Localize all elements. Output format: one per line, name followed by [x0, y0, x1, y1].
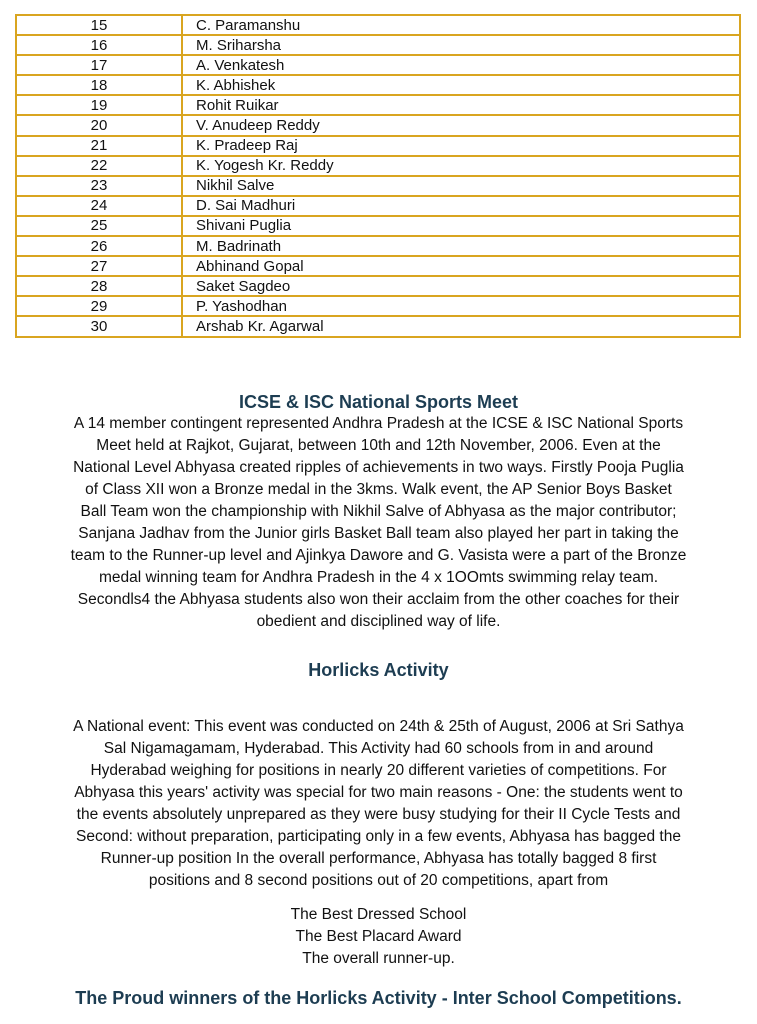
paragraph-line: positions and 8 second positions out of 20 competitions, apart from: [148, 872, 609, 889]
roster-name-cell: K. Abhishek: [182, 75, 740, 95]
paragraph-line: obedient and disciplined way of life.: [256, 613, 501, 630]
roster-name-cell: Arshab Kr. Agarwal: [182, 316, 740, 336]
roster-number-cell: 18: [16, 75, 182, 95]
paragraph-line: A 14 member contingent represented Andhra Pradesh at the ICSE & ISC National Sports: [73, 415, 684, 432]
roster-number-cell: 29: [16, 296, 182, 316]
paragraph-line: Sal Nigamagamam, Hyderabad. This Activity had 60 schools from in and around: [103, 740, 654, 757]
student-roster-table: [15, 14, 741, 338]
roster-number-cell: 20: [16, 115, 182, 135]
paragraph-line: of Class XII won a Bronze medal in the 3kms. Walk event, the AP Senior Boys Basket: [85, 481, 672, 498]
roster-name-cell: V. Anudeep Reddy: [182, 115, 740, 135]
roster-row: [16, 316, 740, 336]
roster-row: [16, 236, 740, 256]
roster-row: [16, 35, 740, 55]
roster-name-cell: Shivani Puglia: [182, 216, 740, 236]
roster-row: [16, 196, 740, 216]
roster-row: [16, 115, 740, 135]
roster-row: [16, 276, 740, 296]
paragraph-line: A National event: This event was conducted on 24th & 25th of August, 2006 at Sri Sathya: [73, 718, 684, 735]
roster-number-cell: 16: [16, 35, 182, 55]
horlicks-paragraph: [10, 716, 747, 892]
roster-name-cell: K. Yogesh Kr. Reddy: [182, 156, 740, 176]
roster-name-cell: K. Pradeep Raj: [182, 136, 740, 156]
roster-row: [16, 296, 740, 316]
roster-name-cell: A. Venkatesh: [182, 55, 740, 75]
roster-number-cell: 15: [16, 15, 182, 35]
sports-meet-paragraph: [10, 413, 747, 633]
award-item: The Best Placard Award: [295, 928, 462, 945]
roster-number-cell: 24: [16, 196, 182, 216]
roster-name-cell: Rohit Ruikar: [182, 95, 740, 115]
paragraph-line: Meet held at Rajkot, Gujarat, between 10th and 12th November, 2006. Even at the: [96, 437, 661, 454]
roster-name-cell: Nikhil Salve: [182, 176, 740, 196]
awards-list: [0, 904, 757, 970]
roster-number-cell: 25: [16, 216, 182, 236]
roster-row: [16, 95, 740, 115]
roster-row: [16, 55, 740, 75]
paragraph-line: medal winning team for Andhra Pradesh in the 4 x 1OOmts swimming relay team.: [98, 569, 659, 586]
roster-number-cell: 26: [16, 236, 182, 256]
roster-row: [16, 15, 740, 35]
roster-row: [16, 216, 740, 236]
paragraph-line: Ball Team won the championship with Nikhil Salve of Abhyasa as the major contributor;: [80, 503, 677, 520]
roster-name-cell: M. Badrinath: [182, 236, 740, 256]
paragraph-line: Abhyasa this years' activity was special for two main reasons - One: the students went to: [74, 784, 683, 801]
roster-name-cell: Saket Sagdeo: [182, 276, 740, 296]
roster-number-cell: 28: [16, 276, 182, 296]
roster-number-cell: 19: [16, 95, 182, 115]
roster-number-cell: 30: [16, 316, 182, 336]
roster-row: [16, 176, 740, 196]
paragraph-line: National Level Abhyasa created ripples of achievements in two ways. Firstly Pooja Puglia: [73, 459, 684, 476]
roster-row: [16, 75, 740, 95]
roster-name-cell: C. Paramanshu: [182, 15, 740, 35]
winners-closing-heading: The Proud winners of the Horlicks Activity - Inter School Competitions.: [75, 988, 682, 1008]
award-item: The Best Dressed School: [290, 906, 467, 923]
roster-body: [16, 15, 740, 337]
roster-number-cell: 17: [16, 55, 182, 75]
sports-meet-heading: ICSE & ISC National Sports Meet: [238, 392, 519, 412]
award-item: The overall runner-up.: [302, 950, 455, 967]
roster-row: [16, 136, 740, 156]
paragraph-line: Sanjana Jadhav from the Junior girls Basket Ball team also played her part in taking the: [78, 525, 679, 542]
horlicks-heading: Horlicks Activity: [308, 660, 449, 680]
paragraph-line: team to the Runner-up level and Ajinkya Dawore and G. Vasista were a part of the Bronze: [70, 547, 687, 564]
roster-number-cell: 27: [16, 256, 182, 276]
paragraph-line: Hyderabad weighing for positions in nearly 20 different varieties of competitions. For: [90, 762, 667, 779]
roster-name-cell: M. Sriharsha: [182, 35, 740, 55]
roster-name-cell: D. Sai Madhuri: [182, 196, 740, 216]
roster-number-cell: 21: [16, 136, 182, 156]
paragraph-line: Second: without preparation, participating only in a few events, Abhyasa has bagged the: [76, 828, 681, 845]
paragraph-line: Runner-up position In the overall performance, Abhyasa has totally bagged 8 first: [100, 850, 657, 867]
roster-row: [16, 256, 740, 276]
paragraph-line: Secondls4 the Abhyasa students also won their acclaim from the other coaches for their: [77, 591, 680, 608]
roster-name-cell: Abhinand Gopal: [182, 256, 740, 276]
roster-number-cell: 22: [16, 156, 182, 176]
roster-number-cell: 23: [16, 176, 182, 196]
roster-row: [16, 156, 740, 176]
roster-name-cell: P. Yashodhan: [182, 296, 740, 316]
paragraph-line: the events absolutely unprepared as they were busy studying for their II Cycle Tests and: [76, 806, 681, 823]
